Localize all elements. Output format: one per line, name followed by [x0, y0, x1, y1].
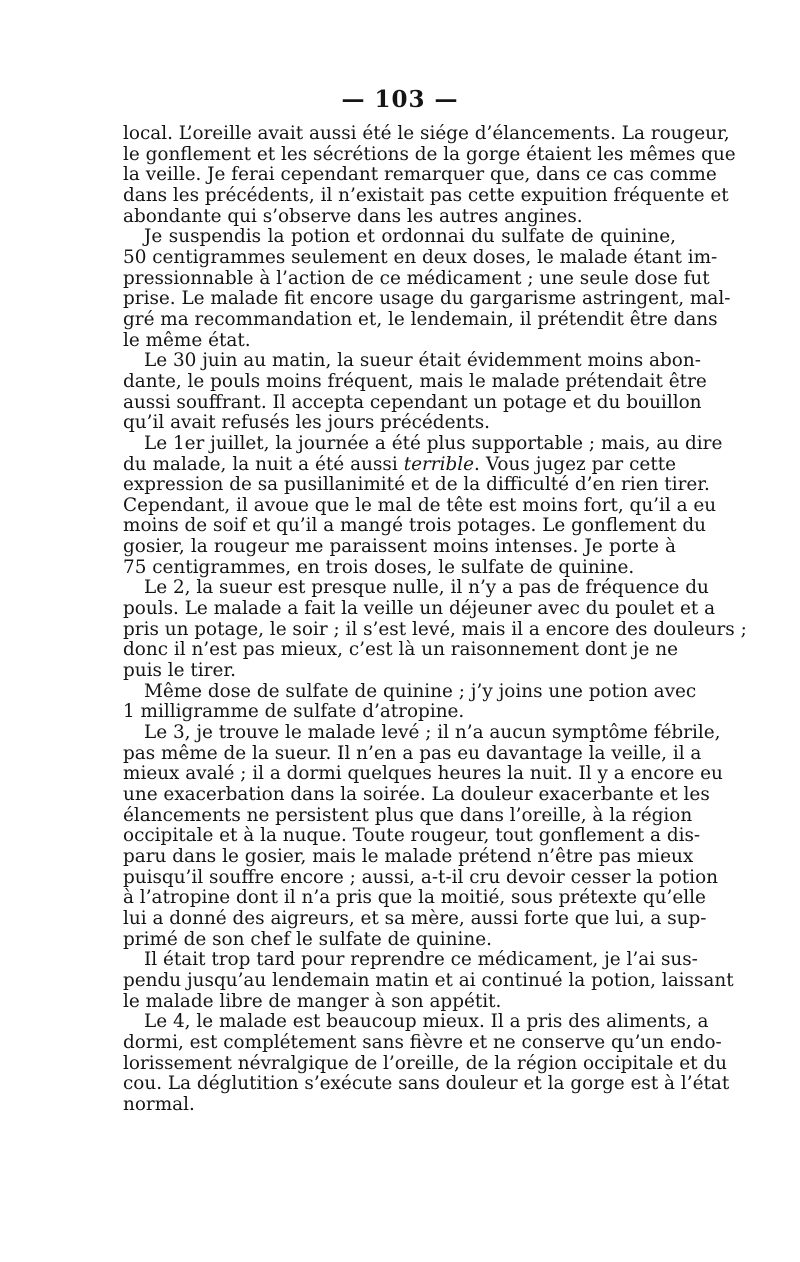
text-line: du malade, la nuit a été aussi terrible. Vous jugez par cette — [123, 453, 676, 475]
text-line: Cependant, il avoue que le mal de tête est moins fort, qu’il a eu — [123, 494, 717, 516]
paragraph — [123, 123, 736, 227]
text-line: lorissement névralgique de l’oreille, de la région occipitale et du — [123, 1052, 727, 1074]
text-line: pris un potage, le soir ; il s’est levé, mais il a encore des douleurs ; — [123, 618, 747, 640]
text-line: pendu jusqu’au lendemain matin et ai continué la potion, laissant — [123, 969, 734, 991]
text-line: une exacerbation dans la soirée. La douleur exacerbante et les — [123, 784, 710, 805]
paragraph — [123, 949, 734, 1012]
text-line: 1 milligramme de sulfate d’atropine. — [123, 701, 465, 723]
text-line: local. L’oreille avait aussi été le siége d’élancements. La rougeur, — [123, 123, 730, 144]
text-line: le même état. — [123, 329, 251, 351]
text-line: dormi, est complétement sans fièvre et ne conserve qu’un endo- — [123, 1031, 722, 1053]
text-line: Le 1er juillet, la journée a été plus supportable ; mais, au dire — [144, 432, 723, 454]
text-line: cou. La déglutition s’exécute sans douleur et la gorge est à l’état — [123, 1073, 730, 1095]
text-line: Le 4, le malade est beaucoup mieux. Il a pris des aliments, a — [144, 1011, 709, 1033]
text-line: pas même de la sueur. Il n’en a pas eu davantage la veille, il a — [123, 742, 702, 764]
text-line: pouls. Le malade a fait la veille un déjeuner avec du poulet et a — [123, 598, 716, 620]
paragraph — [123, 577, 747, 682]
text-line: normal. — [123, 1093, 195, 1115]
text-line: qu’il avait refusés les jours précédents. — [123, 412, 490, 434]
text-line: dante, le pouls moins fréquent, mais le malade prétendait être — [123, 370, 707, 392]
text-line: primé de son chef le sulfate de quinine. — [123, 928, 492, 950]
paragraph — [123, 350, 707, 434]
text-line: élancements ne persistent plus que dans l’oreille, à la région — [123, 804, 693, 826]
body-text — [123, 123, 747, 1116]
text-line: moins de soif et qu’il a mangé trois potages. Le gonflement du — [123, 515, 707, 537]
text-line: Je suspendis la potion et ordonnai du sulfate de quinine, — [144, 226, 676, 248]
text-line: Le 30 juin au matin, la sueur était évidemment moins abon- — [144, 350, 701, 372]
text-line: expression de sa pusillanimité et de la difficulté d’en rien tirer. — [123, 474, 710, 496]
text-line: lui a donné des aigreurs, et sa mère, aussi forte que lui, a sup- — [123, 907, 707, 929]
text-line: la veille. Je ferai cependant remarquer que, dans ce cas comme — [123, 164, 717, 186]
text-line: donc il n’est pas mieux, c’est là un raisonnement dont je ne — [123, 639, 678, 661]
text-line: occipitale et à la nuque. Toute rougeur, tout gonflement a dis- — [123, 825, 701, 847]
text-line: pressionnable à l’action de ce médicament ; une seule dose fut — [123, 267, 710, 289]
page-number: — 103 — — [341, 86, 459, 113]
text-line: Le 2, la sueur est presque nulle, il n’y a pas de fréquence du — [144, 577, 709, 599]
text-line: à l’atropine dont il n’a pris que la moitié, sous prétexte qu’elle — [123, 887, 706, 909]
text-line: aussi souffrant. Il accepta cependant un potage et du bouillon — [123, 391, 702, 413]
text-line: prise. Le malade fit encore usage du gargarisme astringent, mal- — [123, 288, 731, 310]
paragraph — [123, 432, 723, 579]
text-line: mieux avalé ; il a dormi quelques heures la nuit. Il y a encore eu — [123, 763, 723, 785]
text-line: le malade libre de manger à son appétit. — [123, 990, 502, 1012]
text-line: le gonflement et les sécrétions de la gorge étaient les mêmes que — [123, 143, 736, 165]
text-line: dans les précédents, il n’existait pas cette expuition fréquente et — [123, 184, 729, 206]
text-line: puis le tirer. — [123, 660, 236, 682]
text-line: paru dans le gosier, mais le malade prétend n’être pas mieux — [123, 845, 694, 867]
paragraph — [123, 722, 723, 950]
text-line: puisqu’il souffre encore ; aussi, a-t-il cru devoir cesser la potion — [123, 866, 718, 888]
paragraph — [123, 680, 697, 723]
text-line: Il était trop tard pour reprendre ce médicament, je l’ai sus- — [144, 949, 698, 971]
text-line: abondante qui s’observe dans les autres angines. — [123, 205, 583, 227]
text-line: gosier, la rougeur me paraissent moins intenses. Je porte à — [123, 536, 676, 558]
text-line: Même dose de sulfate de quinine ; j’y joins une potion avec — [144, 680, 697, 702]
text-line: Le 3, je trouve le malade levé ; il n’a aucun symptôme fébrile, — [144, 722, 721, 744]
text-line: 50 centigrammes seulement en deux doses, le malade étant im- — [123, 246, 718, 268]
text-line: 75 centigrammes, en trois doses, le sulfate de quinine. — [123, 556, 635, 578]
text-line: gré ma recommandation et, le lendemain, il prétendit être dans — [123, 308, 718, 330]
paragraph — [123, 1011, 730, 1115]
paragraph — [123, 226, 731, 351]
